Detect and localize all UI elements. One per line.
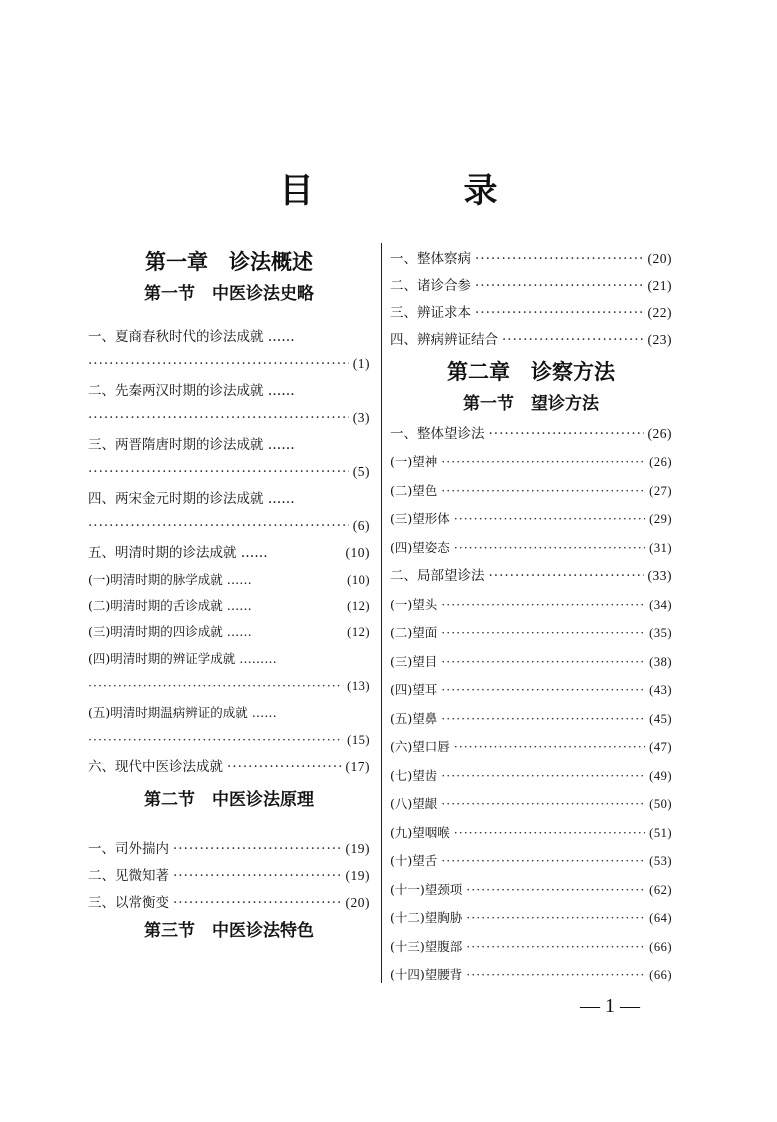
toc-entry-text: 一、司外揣内 bbox=[88, 841, 169, 857]
toc-entry-text: 五、明清时期的诊法成就 …… bbox=[88, 545, 268, 561]
toc-entry-text: 一、整体望诊法 bbox=[390, 426, 485, 442]
toc-entry[interactable] bbox=[390, 790, 672, 819]
toc-entry-text: (三)望目 bbox=[390, 653, 438, 669]
toc-entry[interactable] bbox=[390, 591, 672, 620]
toc-entry-text: (一)望头 bbox=[390, 596, 438, 612]
toc-page-number: (51) bbox=[649, 825, 672, 840]
toc-left-column bbox=[88, 245, 370, 946]
toc-entry[interactable] bbox=[390, 326, 672, 353]
leader-dots bbox=[227, 753, 342, 781]
toc-entry-text: 三、两晋隋唐时期的诊法成就 …… bbox=[88, 437, 295, 453]
toc-page-number: (21) bbox=[647, 278, 672, 293]
toc-page-number: (13) bbox=[347, 679, 370, 693]
toc-page-number: (10) bbox=[347, 573, 370, 587]
toc-page-number: (17) bbox=[345, 759, 370, 774]
toc-page-number: (19) bbox=[345, 868, 370, 883]
leader-dots bbox=[173, 890, 342, 916]
toc-entry[interactable] bbox=[390, 245, 672, 272]
toc-entry[interactable] bbox=[88, 593, 370, 619]
leader-dots bbox=[454, 505, 645, 534]
leader-dots bbox=[441, 705, 645, 734]
page-title: 目 录 bbox=[279, 171, 556, 211]
toc-entry-text: (四)明清时期的辨证学成就 ……… bbox=[88, 651, 277, 666]
toc-entry-text: (七)望齿 bbox=[390, 767, 438, 783]
toc-page-number: (31) bbox=[649, 540, 672, 555]
section-heading: 第一节 中医诊法史略 bbox=[144, 284, 314, 304]
leader-dots bbox=[475, 300, 644, 326]
toc-entry[interactable] bbox=[390, 562, 672, 591]
leader-dots bbox=[173, 863, 342, 889]
toc-entry[interactable] bbox=[390, 477, 672, 506]
toc-page-number: (15) bbox=[347, 733, 370, 747]
leader-dots bbox=[88, 673, 343, 699]
toc-page-number: (10) bbox=[345, 545, 370, 560]
toc-entry-text: (四)望姿态 bbox=[390, 539, 450, 555]
leader-dots bbox=[454, 819, 645, 848]
toc-entry[interactable] bbox=[390, 819, 672, 848]
toc-entry[interactable] bbox=[390, 448, 672, 477]
toc-entry[interactable] bbox=[390, 933, 672, 962]
leader-dots bbox=[173, 836, 342, 862]
section-heading: 第三节 中医诊法特色 bbox=[144, 921, 314, 941]
toc-entry[interactable] bbox=[390, 534, 672, 563]
toc-entry-text: 二、先秦两汉时期的诊法成就 …… bbox=[88, 383, 295, 399]
leader-dots bbox=[88, 513, 349, 539]
toc-entry[interactable] bbox=[88, 485, 370, 539]
toc-entry[interactable] bbox=[88, 539, 370, 567]
toc-page-number: (27) bbox=[649, 483, 672, 498]
toc-entry-text: (二)望面 bbox=[390, 625, 438, 640]
toc-page-number: (50) bbox=[649, 797, 672, 811]
toc-page-number: (47) bbox=[649, 740, 672, 754]
toc-page-number: (19) bbox=[345, 841, 370, 856]
toc-entry[interactable] bbox=[390, 419, 672, 448]
toc-entry[interactable] bbox=[88, 835, 370, 862]
toc-entry-text: 二、局部望诊法 bbox=[390, 568, 485, 584]
leader-dots bbox=[475, 246, 644, 272]
toc-entry-text: (四)望耳 bbox=[390, 682, 438, 697]
toc-page-number: (6) bbox=[352, 518, 370, 533]
toc-entry-text: (五)望鼻 bbox=[390, 710, 438, 726]
toc-page-number: (29) bbox=[649, 512, 672, 526]
toc-entry-text: 一、整体察病 bbox=[390, 251, 471, 267]
chapter-heading: 第二章 诊察方法 bbox=[447, 360, 615, 384]
toc-entry[interactable] bbox=[390, 676, 672, 705]
toc-entry[interactable] bbox=[390, 705, 672, 734]
leader-dots bbox=[502, 327, 644, 353]
toc-entry[interactable] bbox=[88, 862, 370, 889]
toc-page-number: (34) bbox=[649, 597, 672, 612]
toc-page-number: (26) bbox=[647, 426, 672, 441]
toc-page-number: (23) bbox=[647, 332, 672, 347]
toc-entry-text: 二、见微知著 bbox=[88, 868, 169, 884]
toc-entry-text: 三、辨证求本 bbox=[390, 305, 471, 321]
toc-entry[interactable] bbox=[390, 619, 672, 648]
leader-dots bbox=[466, 933, 645, 962]
toc-entry[interactable] bbox=[390, 648, 672, 677]
toc-entry-text: (十四)望腰背 bbox=[390, 967, 463, 982]
toc-entry[interactable] bbox=[390, 733, 672, 762]
toc-entry-text: 二、诸诊合参 bbox=[390, 278, 471, 294]
column-divider bbox=[381, 243, 382, 983]
toc-entry-text: (六)望口唇 bbox=[390, 739, 450, 754]
toc-page-number: (66) bbox=[649, 939, 672, 954]
leader-dots bbox=[441, 448, 645, 477]
toc-entry-text: (一)明清时期的脉学成就 …… bbox=[88, 572, 252, 587]
leader-dots bbox=[466, 961, 645, 990]
leader-dots bbox=[441, 648, 645, 677]
leader-dots bbox=[441, 762, 645, 791]
toc-entry-text: (二)明清时期的舌诊成就 …… bbox=[88, 598, 252, 613]
leader-dots bbox=[454, 534, 645, 563]
toc-entry[interactable] bbox=[390, 904, 672, 933]
toc-entry-text: (五)明清时期温病辨证的成就 …… bbox=[88, 705, 277, 720]
toc-entry[interactable] bbox=[88, 377, 370, 431]
toc-entry-text: (三)明清时期的四诊成就 …… bbox=[88, 624, 252, 639]
toc-entry-text: 四、两宋金元时期的诊法成就 …… bbox=[88, 491, 295, 507]
toc-entry[interactable] bbox=[88, 619, 370, 645]
toc-entry[interactable] bbox=[390, 847, 672, 876]
toc-entry-text: 三、以常衡变 bbox=[88, 895, 169, 911]
chapter-heading: 第一章 诊法概述 bbox=[145, 250, 313, 274]
toc-entry-text: (八)望龈 bbox=[390, 796, 438, 811]
toc-entry-text: 一、夏商春秋时代的诊法成就 …… bbox=[88, 329, 295, 345]
toc-page-number: (22) bbox=[647, 305, 672, 320]
leader-dots bbox=[88, 351, 349, 377]
leader-dots bbox=[475, 273, 644, 299]
leader-dots bbox=[88, 727, 343, 753]
toc-entry[interactable] bbox=[390, 762, 672, 791]
toc-entry-text: (十一)望颈项 bbox=[390, 881, 463, 897]
toc-page-number: (66) bbox=[649, 968, 672, 982]
toc-entry[interactable] bbox=[88, 645, 370, 699]
toc-page-number: (5) bbox=[352, 464, 370, 479]
section-heading: 第二节 中医诊法原理 bbox=[144, 790, 314, 810]
toc-page-number: (26) bbox=[649, 455, 672, 469]
toc-entry-text: (一)望神 bbox=[390, 454, 438, 469]
toc-page-number: (53) bbox=[649, 854, 672, 868]
toc-entry-text: 六、现代中医诊法成就 bbox=[88, 759, 223, 775]
toc-entry-text: (二)望色 bbox=[390, 482, 438, 498]
toc-page-number: (12) bbox=[347, 599, 370, 613]
toc-entry-text: (九)望咽喉 bbox=[390, 824, 450, 840]
toc-entry[interactable] bbox=[390, 272, 672, 299]
leader-dots bbox=[466, 876, 645, 905]
leader-dots bbox=[454, 733, 645, 762]
leader-dots bbox=[489, 562, 644, 591]
toc-entry[interactable] bbox=[88, 323, 370, 377]
toc-page-number: (49) bbox=[649, 768, 672, 783]
toc-entry[interactable] bbox=[390, 961, 672, 990]
leader-dots bbox=[88, 405, 349, 431]
leader-dots bbox=[489, 420, 644, 448]
toc-page-number: (12) bbox=[347, 625, 370, 639]
leader-dots bbox=[441, 790, 645, 819]
toc-entry[interactable] bbox=[390, 299, 672, 326]
toc-page-number: (38) bbox=[649, 654, 672, 669]
toc-entry[interactable] bbox=[390, 876, 672, 905]
toc-entry[interactable] bbox=[88, 567, 370, 593]
toc-page-number: (20) bbox=[647, 251, 672, 266]
leader-dots bbox=[441, 477, 645, 506]
toc-entry-text: 四、辨病辨证结合 bbox=[390, 332, 498, 348]
toc-entry-text: (十三)望腹部 bbox=[390, 938, 463, 954]
leader-dots bbox=[441, 619, 645, 648]
toc-entry[interactable] bbox=[88, 699, 370, 753]
toc-page-number: (43) bbox=[649, 683, 672, 697]
toc-page-number: (20) bbox=[345, 895, 370, 910]
toc-entry-text: (三)望形体 bbox=[390, 511, 450, 526]
toc-entry[interactable] bbox=[390, 505, 672, 534]
leader-dots bbox=[441, 847, 645, 876]
leader-dots bbox=[88, 459, 349, 485]
leader-dots bbox=[441, 591, 645, 620]
toc-entry-text: (十)望舌 bbox=[390, 853, 438, 868]
leader-dots bbox=[441, 676, 645, 705]
toc-entry[interactable] bbox=[88, 889, 370, 916]
toc-entry-text: (十二)望胸胁 bbox=[390, 910, 463, 925]
page-number: — 1 — bbox=[580, 995, 640, 1017]
toc-right-column bbox=[390, 245, 672, 990]
toc-entry[interactable] bbox=[88, 431, 370, 485]
toc-page-number: (33) bbox=[647, 568, 672, 583]
toc-page-number: (64) bbox=[649, 911, 672, 925]
leader-dots bbox=[466, 904, 645, 933]
section-heading: 第一节 望诊方法 bbox=[463, 394, 599, 414]
toc-page-number: (3) bbox=[352, 410, 370, 425]
toc-page-number: (1) bbox=[352, 356, 370, 371]
toc-page-number: (35) bbox=[649, 626, 672, 640]
toc-page-number: (62) bbox=[649, 882, 672, 897]
toc-page-number: (45) bbox=[649, 711, 672, 726]
toc-entry[interactable] bbox=[88, 753, 370, 781]
